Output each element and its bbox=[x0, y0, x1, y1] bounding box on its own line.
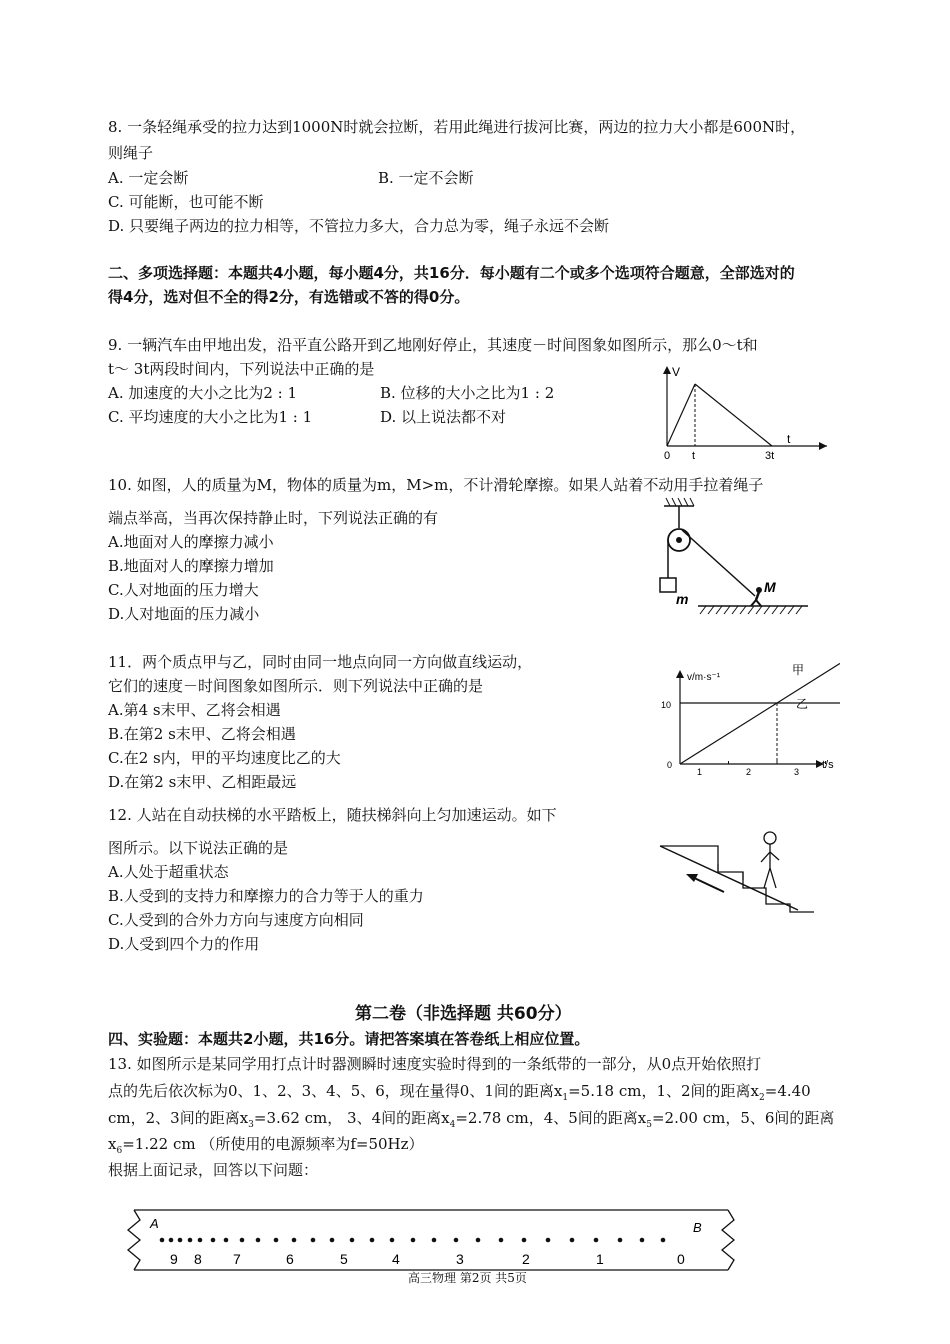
q11-vt-chart bbox=[630, 660, 840, 775]
q12-option-a: A.人处于超重状态 bbox=[108, 863, 229, 881]
section2-line1: 二、多项选择题：本题共4小题，每小题4分，共16分．每小题有二个或多个选项符合题意，全部选对的 bbox=[108, 264, 795, 282]
q8-option-d: D. 只要绳子两边的拉力相等，不管拉力多大，合力总为零，绳子永远不会断 bbox=[108, 217, 610, 235]
q11-series-yi-label: 乙 bbox=[796, 697, 809, 711]
tape-dot bbox=[454, 1238, 459, 1243]
tape-point-label: 5 bbox=[340, 1251, 348, 1267]
tape-dot bbox=[198, 1238, 203, 1243]
tape-dot bbox=[188, 1238, 193, 1243]
tape-point-label: 0 bbox=[677, 1251, 685, 1267]
q10-stem-line2: 端点举高，当再次保持静止时，下列说法正确的有 bbox=[108, 509, 439, 527]
tape-point-label: 2 bbox=[522, 1251, 530, 1267]
q10-stem-line1: 10. 如图，人的质量为M，物体的质量为m，M>m，不计滑轮摩擦。如果人站着不动用手拉着绳子 bbox=[108, 476, 764, 494]
tape-dot bbox=[661, 1238, 666, 1243]
q10-option-b: B.地面对人的摩擦力增加 bbox=[108, 557, 274, 575]
tape-dot bbox=[476, 1238, 481, 1243]
tape-dot bbox=[499, 1238, 504, 1243]
q11-x-tick-3: 3 bbox=[794, 767, 800, 775]
tape-dot bbox=[370, 1238, 375, 1243]
tape-dot bbox=[292, 1238, 297, 1243]
tape-dot bbox=[640, 1238, 645, 1243]
tape-point-label: 1 bbox=[596, 1251, 604, 1267]
q13-line3: cm，2、3间的距离$x_3=3.62$ cm， 3、4间的距离$x_4=2.78$ cm，4、5间的距离$x_5=2.00$ cm，5、6间的距离 bbox=[108, 1109, 835, 1130]
page-footer: 高三物理 第2页 共5页 bbox=[408, 1271, 527, 1285]
q9-graph-v-label: V bbox=[672, 365, 681, 379]
q12-stem-line1: 12. 人站在自动扶梯的水平踏板上，随扶梯斜向上匀加速运动。如下 bbox=[108, 806, 557, 824]
q13-line1: 13. 如图所示是某同学用打点计时器测瞬时速度实验时得到的一条纸带的一部分，从0点开始依照打 bbox=[108, 1055, 762, 1073]
q9-option-a: A. 加速度的大小之比为2 : 1 bbox=[108, 384, 298, 402]
tape-dot bbox=[311, 1238, 316, 1243]
q10-label-m: m bbox=[676, 591, 689, 607]
q9-stem-line1: 9. 一辆汽车由甲地出发，沿平直公路开到乙地刚好停止，其速度－时间图象如图所示，那么0～t和 bbox=[108, 336, 758, 354]
q11-stem-line2: 它们的速度－时间图象如图所示．则下列说法中正确的是 bbox=[108, 677, 484, 695]
q12-option-c: C.人受到的合外力方向与速度方向相同 bbox=[108, 911, 364, 929]
section2-line2: 得4分，选对但不全的得2分，有选错或不答的得0分。 bbox=[108, 288, 470, 306]
tape-dot bbox=[350, 1238, 355, 1243]
tape-dot bbox=[160, 1238, 165, 1243]
q9-option-d: D. 以上说法都不对 bbox=[380, 408, 507, 426]
q11-option-d: D.在第2 s末甲、乙相距最远 bbox=[108, 773, 297, 791]
tape-dot bbox=[570, 1238, 575, 1243]
tape-label-A: A bbox=[150, 1216, 159, 1231]
part2-title: 第二卷（非选择题 共60分） bbox=[355, 1004, 572, 1024]
q12-option-d: D.人受到四个力的作用 bbox=[108, 935, 260, 953]
tape-point-label: 7 bbox=[233, 1251, 241, 1267]
q13-line2: 点的先后依次标为0、1、2、3、4、5、6，现在量得0、1间的距离$x_1=5.18$ cm，1、2间的距离$x_2=4.40$ bbox=[108, 1082, 811, 1103]
q11-y-tick-10: 10 bbox=[661, 700, 672, 710]
tape-dot bbox=[256, 1238, 261, 1243]
q9-vt-graph bbox=[655, 362, 835, 462]
tape-dot bbox=[390, 1238, 395, 1243]
q13-line4: $x_6=1.22$ cm （所使用的电源频率为f=50Hz） bbox=[108, 1135, 424, 1156]
q8-option-a: A. 一定会断 bbox=[108, 169, 189, 187]
tape-dot bbox=[546, 1238, 551, 1243]
tape-point-label: 4 bbox=[392, 1251, 400, 1267]
q11-y-tick-0: 0 bbox=[667, 760, 673, 770]
q10-pulley-figure bbox=[652, 496, 812, 624]
tape-dot bbox=[330, 1238, 335, 1243]
q11-option-c: C.在2 s内，甲的平均速度比乙的大 bbox=[108, 749, 341, 767]
q12-escalator-figure bbox=[658, 826, 818, 918]
q11-y-axis-label: v/m·s⁻¹ bbox=[687, 672, 721, 683]
tape-dot bbox=[522, 1238, 527, 1243]
tape-dot bbox=[594, 1238, 599, 1243]
q10-option-a: A.地面对人的摩擦力减小 bbox=[108, 533, 274, 551]
tape-dot bbox=[411, 1238, 416, 1243]
q11-stem-line1: 11．两个质点甲与乙，同时由同一地点向同一方向做直线运动， bbox=[108, 653, 533, 671]
tape-dot bbox=[274, 1238, 279, 1243]
tape-dot bbox=[432, 1238, 437, 1243]
q8-option-b: B. 一定不会断 bbox=[378, 169, 474, 187]
q12-option-b: B.人受到的支持力和摩擦力的合力等于人的重力 bbox=[108, 887, 424, 905]
q10-label-M: M bbox=[764, 579, 776, 595]
tape-label-B: B bbox=[693, 1220, 702, 1235]
q8-option-c: C. 可能断，也可能不断 bbox=[108, 193, 264, 211]
tape-dot bbox=[240, 1238, 245, 1243]
tape-dot bbox=[224, 1238, 229, 1243]
q11-option-a: A.第4 s末甲、乙将会相遇 bbox=[108, 701, 281, 719]
q11-x-tick-2: 2 bbox=[746, 767, 752, 775]
q10-option-c: C.人对地面的压力增大 bbox=[108, 581, 259, 599]
tape-dot bbox=[618, 1238, 623, 1243]
q11-option-b: B.在第2 s末甲、乙将会相遇 bbox=[108, 725, 296, 743]
q9-stem-line2: t～ 3t两段时间内，下列说法中正确的是 bbox=[108, 360, 375, 378]
q9-graph-tick-0: 0 bbox=[664, 450, 671, 462]
tape-point-label: 3 bbox=[456, 1251, 464, 1267]
tape-dot bbox=[169, 1238, 174, 1243]
q11-series-jia-label: 甲 bbox=[792, 663, 805, 677]
q8-stem-line2: 则绳子 bbox=[108, 144, 154, 162]
q11-x-axis-label: t/s bbox=[822, 759, 834, 771]
tape-dot bbox=[211, 1238, 216, 1243]
q9-graph-t-label: t bbox=[787, 432, 791, 446]
q9-graph-tick-3t: 3t bbox=[765, 450, 775, 462]
q9-option-c: C. 平均速度的大小之比为1 : 1 bbox=[108, 408, 313, 426]
section4-header: 四、实验题：本题共2小题，共16分。请把答案填在答卷纸上相应位置。 bbox=[108, 1030, 590, 1048]
tape-point-label: 9 bbox=[170, 1251, 178, 1267]
q9-option-b: B. 位移的大小之比为1 : 2 bbox=[380, 384, 555, 402]
tape-point-label: 6 bbox=[286, 1251, 294, 1267]
tape-point-label: 8 bbox=[194, 1251, 202, 1267]
q8-stem-line1: 8. 一条轻绳承受的拉力达到1000N时就会拉断，若用此绳进行拔河比赛，两边的拉力大小都是600N时， bbox=[108, 118, 806, 136]
q10-option-d: D.人对地面的压力减小 bbox=[108, 605, 260, 623]
q9-graph-tick-t: t bbox=[692, 450, 696, 462]
q12-stem-line2: 图所示。以下说法正确的是 bbox=[108, 839, 289, 857]
tape-dot bbox=[178, 1238, 183, 1243]
q11-x-tick-1: 1 bbox=[697, 767, 703, 775]
q13-line5: 根据上面记录，回答以下问题： bbox=[108, 1161, 319, 1179]
